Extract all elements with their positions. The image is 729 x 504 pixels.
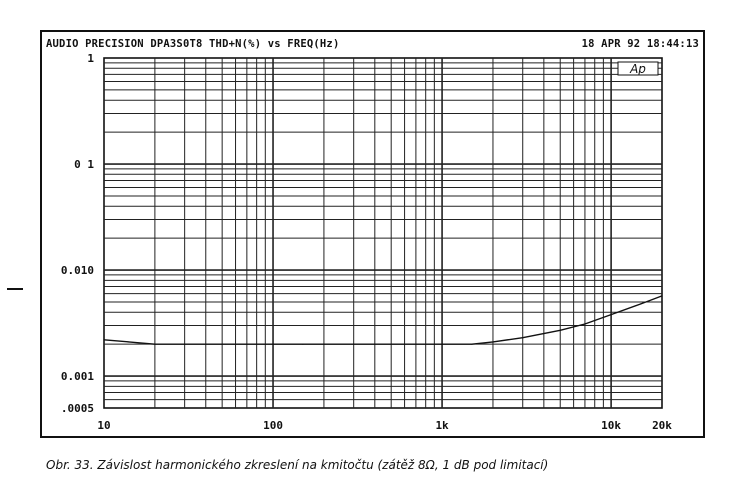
data-point bbox=[584, 323, 585, 324]
data-point bbox=[222, 344, 223, 345]
grid-layer bbox=[104, 58, 662, 408]
y-tick-label: 0.010 bbox=[60, 264, 94, 278]
ap-logo-text: Ap bbox=[630, 62, 646, 76]
data-point bbox=[471, 344, 472, 345]
chart-title: AUDIO PRECISION DPA3S0T8 THD+N(%) vs FREQ(Hz) bbox=[46, 38, 340, 50]
data-point bbox=[560, 330, 561, 331]
margin-dash bbox=[7, 288, 23, 290]
y-tick-label: .0005 bbox=[60, 402, 94, 415]
plot-area-border bbox=[104, 58, 662, 408]
data-point bbox=[272, 344, 273, 345]
y-tick-label: 0.001 bbox=[60, 370, 94, 384]
y-tick-label: 1 bbox=[87, 52, 94, 65]
data-point bbox=[246, 344, 247, 345]
data-point bbox=[611, 314, 612, 315]
data-point bbox=[103, 339, 104, 340]
data-point bbox=[415, 344, 416, 345]
x-tick-label: 100 bbox=[263, 419, 283, 432]
y-tick-label: 0 1 bbox=[74, 158, 94, 172]
data-point bbox=[128, 341, 129, 342]
chart-timestamp: 18 APR 92 18:44:13 bbox=[581, 38, 699, 50]
data-point bbox=[522, 337, 523, 338]
data-point bbox=[661, 295, 662, 296]
data-point bbox=[154, 344, 155, 345]
data-point bbox=[323, 344, 324, 345]
data-point bbox=[302, 344, 303, 345]
data-point bbox=[391, 344, 392, 345]
x-tick-label: 1k bbox=[435, 419, 449, 432]
data-point bbox=[492, 341, 493, 342]
logo-layer bbox=[618, 62, 658, 76]
tick-layer bbox=[61, 52, 672, 432]
x-tick-label: 10k bbox=[601, 419, 622, 432]
data-point bbox=[640, 303, 641, 304]
line-layer bbox=[103, 295, 662, 344]
data-point bbox=[184, 344, 185, 345]
figure-caption: Obr. 33. Závislost harmonického zkreslení na kmitočtu (zátěž 8Ω, 1 dB pod limitací) bbox=[46, 458, 549, 472]
x-tick-label: 20k bbox=[652, 419, 672, 432]
data-point bbox=[353, 344, 354, 345]
x-tick-label: 10 bbox=[97, 419, 111, 432]
data-point bbox=[441, 344, 442, 345]
series-line-thd bbox=[104, 296, 662, 344]
